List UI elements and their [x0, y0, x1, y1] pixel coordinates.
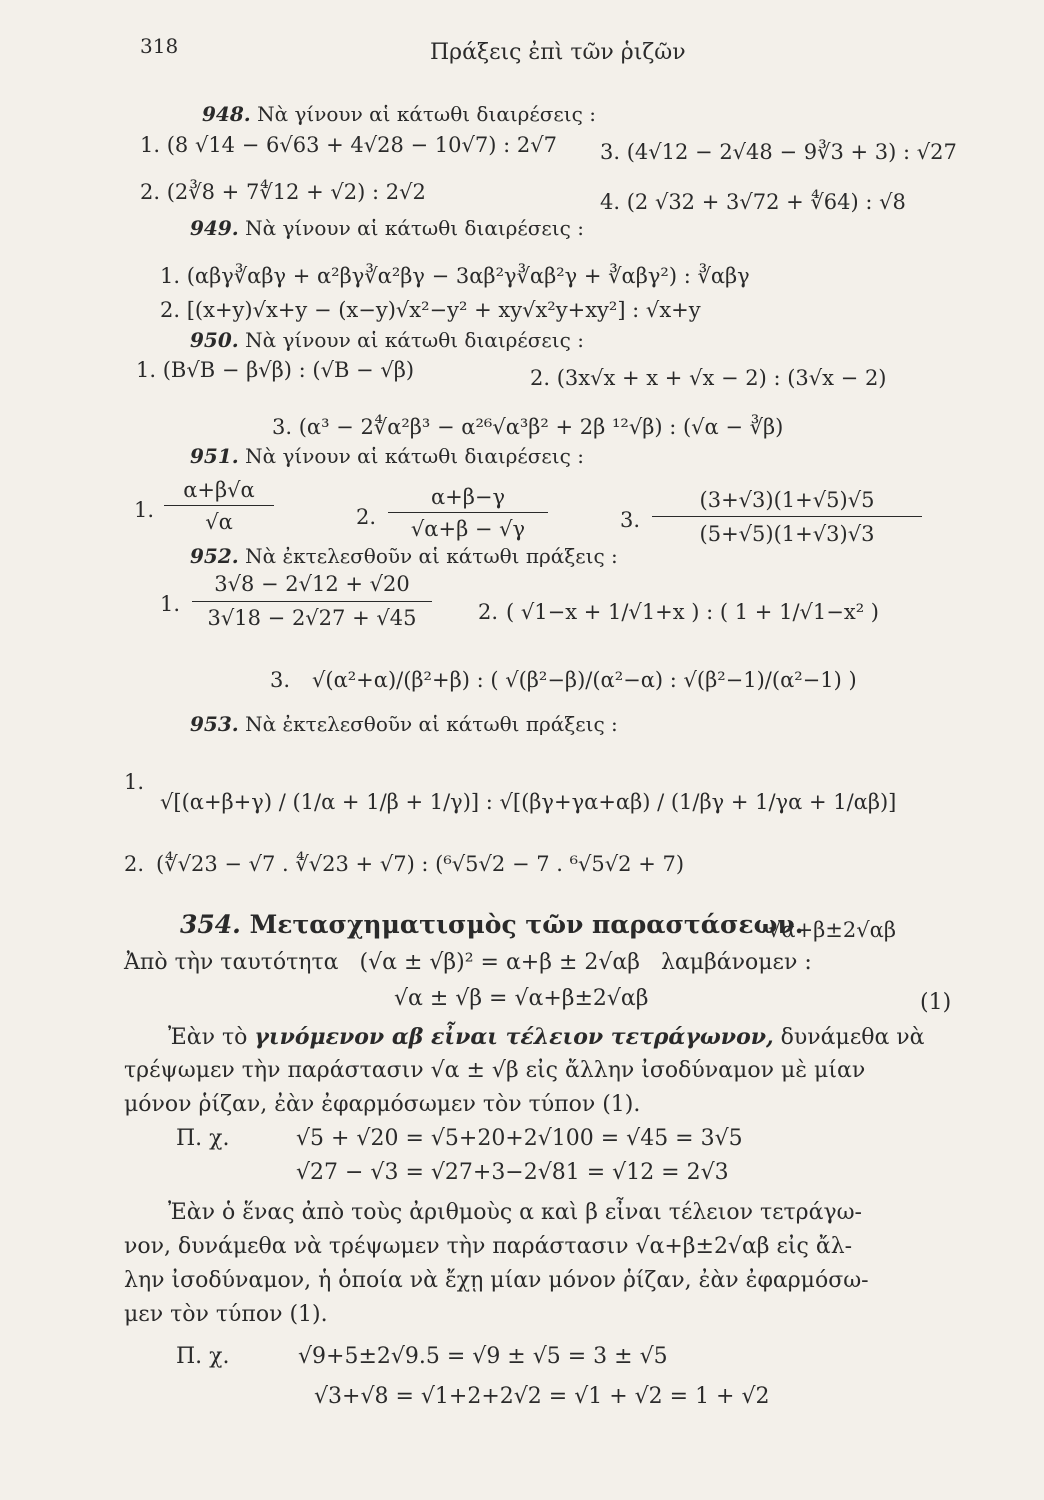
equation-1: √α ± √β = √α+β±2√αβ: [394, 986, 649, 1011]
exercise-951-label-1: 1.: [134, 498, 155, 522]
section-number: 354.: [180, 910, 241, 939]
exercise-953-item-2: (∜√23 − √7 . ∜√23 + √7) : (⁶√5√2 − 7 . ⁶√5√2 + 7): [156, 852, 685, 876]
paragraph-2-line-2: τρέψωμεν τὴν παράστασιν √α ± √β εἰς ἄλλην ἰσοδύναμον μὲ μίαν: [124, 1058, 866, 1083]
exercise-952-item-3: √(α²+α)/(β²+β) : ( √(β²−β)/(α²−α) : √(β²−1)/(α²−1) ): [312, 668, 857, 692]
fraction-bar: [164, 505, 274, 506]
fraction-bar: [192, 601, 432, 602]
paragraph-2-line-3: μόνον ῥίζαν, ἐὰν ἐφαρμόσωμεν τὸν τύπον (1).: [124, 1092, 641, 1117]
exercise-953-label-2: 2.: [124, 852, 145, 876]
exercise-number: 948.: [202, 102, 251, 126]
exercise-number: 950.: [190, 328, 239, 352]
paragraph-3-line-1: Ἐὰν ὁ ἕνας ἀπὸ τοὺς ἀριθμοὺς α καὶ β εἶναι τέλειον τετράγω-: [168, 1200, 862, 1225]
exercise-953-heading: [190, 712, 618, 736]
exercise-948-item-3: 3. (4√12 − 2√48 − 9∛3 + 3) : √27: [600, 140, 957, 164]
exercise-948-heading: [202, 102, 596, 126]
exercise-951-heading: [190, 444, 584, 468]
exercise-952-label-1: 1.: [160, 592, 181, 616]
identity-formula: (√α ± √β)² = α+β ± 2√αβ: [359, 950, 640, 975]
exercise-number: 952.: [190, 544, 239, 568]
equation-number: (1): [920, 990, 952, 1015]
running-head: Πράξεις ἐπὶ τῶν ῥιζῶν: [430, 40, 686, 65]
exercise-950-item-1: 1. (B√B − β√β) : (√B − √β): [136, 358, 415, 382]
paragraph-3-line-4: μεν τὸν τύπον (1).: [124, 1302, 328, 1327]
paragraph-2-text-end: δυνάμεθα νὰ: [780, 1025, 925, 1050]
exercise-951-numerator-3: (3+√3)(1+√5)√5: [699, 488, 875, 512]
exercise-949-item-2: 2. [(x+y)√x+y − (x−y)√x²−y² + xy√x²y+xy²] : √x+y: [160, 298, 701, 322]
exercise-951-denominator-1: √α: [205, 510, 233, 534]
exercise-intro: Νὰ γίνουν αἱ κάτωθι διαιρέσεις :: [245, 444, 584, 468]
exercise-949-heading: [190, 216, 584, 240]
exercise-951-numerator-1: α+β√α: [183, 478, 255, 502]
exercise-948-item-2: 2. (2∛8 + 7∜12 + √2) : 2√2: [140, 180, 426, 204]
exercise-950-heading: [190, 328, 584, 352]
paragraph-2-emphasis: γινόμενον αβ εἶναι τέλειον τετράγωνον,: [254, 1024, 774, 1050]
exercise-950-item-3: 3. (α³ − 2∜α²β³ − α²⁶√α³β² + 2β ¹²√β) : (√α − ∛β): [272, 415, 784, 439]
exercise-951-label-2: 2.: [356, 505, 377, 529]
example-1: √5 + √20 = √5+20+2√100 = √45 = 3√5: [296, 1126, 743, 1151]
exercise-952-numerator-1: 3√8 − 2√12 + √20: [214, 572, 410, 596]
section-title: Μετασχηματισμὸς τῶν παραστάσεων.: [249, 910, 804, 939]
exercise-951-denominator-3: (5+√5)(1+√3)√3: [699, 522, 875, 546]
exercise-952-item-2: ( √1−x + 1/√1+x ) : ( 1 + 1/√1−x² ): [506, 600, 879, 624]
exercise-intro: Νὰ γίνουν αἱ κάτωθι διαιρέσεις :: [257, 102, 596, 126]
exercise-number: 953.: [190, 712, 239, 736]
exercise-952-heading: [190, 544, 618, 568]
exercise-number: 949.: [190, 216, 239, 240]
exercise-951-numerator-2: α+β−γ: [430, 485, 506, 509]
exercise-951-denominator-2: √α+β − √γ: [410, 517, 526, 541]
paragraph-1-text-end: λαμβάνομεν :: [660, 950, 812, 975]
paragraph-3-line-3: λην ἰσοδύναμον, ἡ ὁποία νὰ ἔχῃ μίαν μόνον ῥίζαν, ἐὰν ἐφαρμόσω-: [124, 1268, 869, 1293]
paragraph-1-text: Ἀπὸ τὴν ταυτότητα: [124, 950, 339, 975]
exercise-949-item-1: 1. (αβγ∛αβγ + α²βγ∛α²βγ − 3αβ²γ∛αβ²γ + ∛αβγ²) : ∛αβγ: [160, 264, 750, 288]
fraction-bar: [652, 516, 922, 517]
exercise-952-denominator-1: 3√18 − 2√27 + √45: [207, 606, 417, 630]
exercise-intro: Νὰ γίνουν αἱ κάτωθι διαιρέσεις :: [245, 328, 584, 352]
exercise-952-label-3: 3.: [270, 668, 291, 692]
exercise-intro: Νὰ ἐκτελεσθοῦν αἱ κάτωθι πράξεις :: [245, 712, 618, 736]
example-label: Π. χ.: [176, 1126, 230, 1151]
paragraph-2-line-1: [168, 1024, 925, 1050]
paragraph-2-text: Ἐὰν τὸ: [168, 1025, 248, 1050]
example-label-2: Π. χ.: [176, 1344, 230, 1369]
exercise-953-label-1: 1.: [124, 770, 145, 794]
section-heading: [180, 910, 803, 939]
example-4: √3+√8 = √1+2+2√2 = √1 + √2 = 1 + √2: [314, 1384, 770, 1409]
exercise-948-item-1: 1. (8 √14 − 6√63 + 4√28 − 10√7) : 2√7: [140, 133, 557, 157]
paragraph-3-line-2: νον, δυνάμεθα νὰ τρέψωμεν τὴν παράστασιν √α+β±2√αβ εἰς ἄλ-: [124, 1234, 853, 1259]
example-3: √9+5±2√9.5 = √9 ± √5 = 3 ± √5: [298, 1344, 668, 1369]
exercise-950-item-2: 2. (3x√x + x + √x − 2) : (3√x − 2): [530, 366, 887, 390]
section-formula: √α+β±2√αβ: [768, 918, 896, 942]
exercise-intro: Νὰ γίνουν αἱ κάτωθι διαιρέσεις :: [245, 216, 584, 240]
exercise-952-label-2: 2.: [478, 600, 499, 624]
exercise-953-item-1: √[(α+β+γ) / (1/α + 1/β + 1/γ)] : √[(βγ+γα+αβ) / (1/βγ + 1/γα + 1/αβ)]: [160, 790, 897, 814]
exercise-951-label-3: 3.: [620, 508, 641, 532]
paragraph-1: [124, 950, 812, 975]
exercise-948-item-4: 4. (2 √32 + 3√72 + ∜64) : √8: [600, 190, 906, 214]
example-2: √27 − √3 = √27+3−2√81 = √12 = 2√3: [296, 1160, 729, 1185]
exercise-number: 951.: [190, 444, 239, 468]
fraction-bar: [388, 512, 548, 513]
exercise-intro: Νὰ ἐκτελεσθοῦν αἱ κάτωθι πράξεις :: [245, 544, 618, 568]
page-number: 318: [140, 34, 179, 58]
